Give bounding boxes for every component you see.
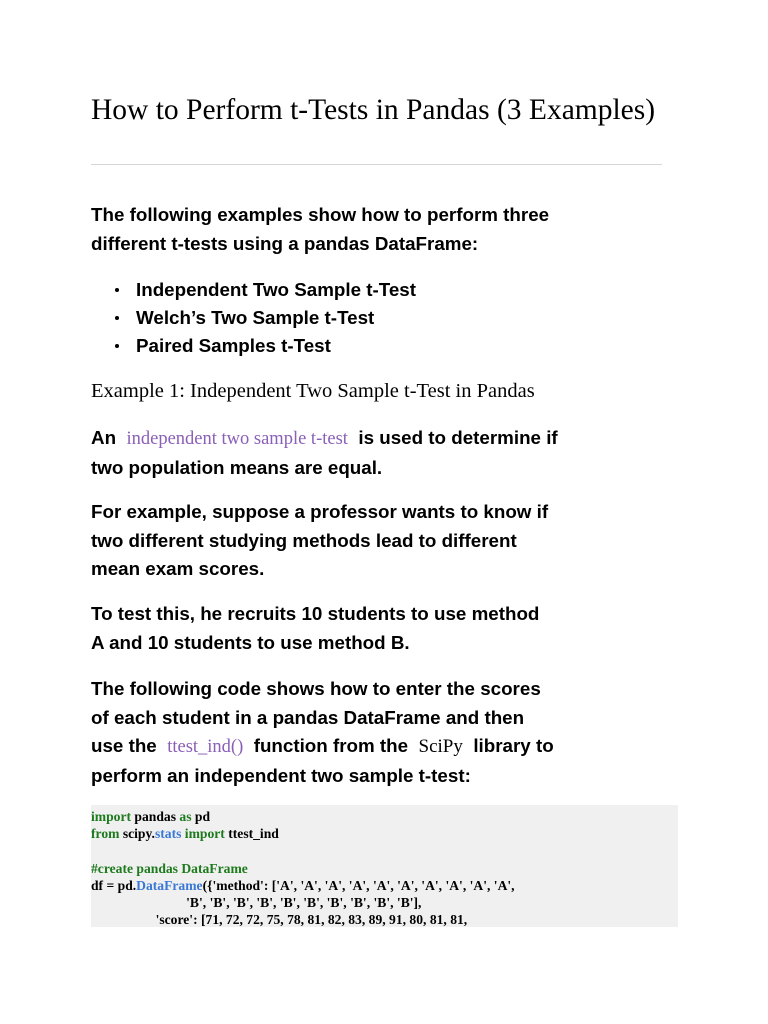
intro-line-1: The following examples show how to perform three: [91, 204, 550, 225]
code-blank-line: [91, 842, 678, 859]
para1-prefix: An: [91, 427, 117, 448]
list-item: [91, 276, 416, 304]
t-test-types-list: [91, 276, 416, 360]
code-class: DataFrame: [136, 877, 203, 893]
list-item: [91, 332, 416, 360]
title-divider: [91, 164, 662, 165]
list-item-label: Welch’s Two Sample t-Test: [136, 307, 375, 328]
list-item-label: Paired Samples t-Test: [136, 335, 331, 356]
code-keyword: import: [184, 826, 225, 842]
code-text: 'B', 'B', 'B', 'B', 'B', 'B', 'B', 'B', 'B', 'B'],: [91, 894, 422, 910]
code-text: df = pd.: [91, 877, 137, 893]
ttest-ind-link[interactable]: ttest_ind(): [167, 737, 244, 757]
code-text: 'score': [71, 72, 72, 75, 78, 81, 82, 83, 89, 91, 80, 81, 81,: [91, 912, 468, 927]
article-title: How to Perform t-Tests in Pandas (3 Examples): [91, 94, 656, 126]
code-comment: #create pandas DataFrame: [91, 860, 248, 876]
para4-line-2: of each student in a pandas DataFrame and then: [91, 706, 525, 728]
paragraph-test-setup: [91, 600, 539, 657]
code-line: [91, 808, 678, 825]
intro-line-2: different t-tests using a pandas DataFrame:: [91, 232, 479, 254]
code-text: pandas: [131, 809, 180, 824]
para3-line-2: A and 10 students to use method B.: [91, 631, 410, 653]
code-text: scipy.: [119, 826, 155, 842]
para4-library-to: library to: [473, 735, 554, 756]
paragraph-code-intro: [91, 675, 554, 790]
code-text: ttest_ind: [224, 826, 279, 842]
para4-function-from-the: function from the: [253, 735, 409, 756]
para1-suffix: is used to determine if: [358, 427, 558, 448]
intro-paragraph: [91, 201, 549, 258]
code-module: stats: [154, 826, 182, 842]
code-text: ({'method': ['A', 'A', 'A', 'A', 'A', 'A', 'A', 'A', 'A', 'A',: [202, 877, 515, 893]
code-line: [91, 894, 678, 911]
paragraph-example: [91, 498, 548, 584]
para3-line-1: To test this, he recruits 10 students to use method: [91, 603, 540, 624]
list-item: [91, 304, 416, 332]
para4-line-4: perform an independent two sample t-test:: [91, 764, 471, 786]
code-line: [91, 911, 678, 927]
code-keyword: from: [91, 826, 120, 842]
bullet-icon: [115, 344, 119, 348]
code-keyword: as: [179, 809, 192, 824]
code-line: [91, 825, 678, 842]
list-item-label: Independent Two Sample t-Test: [136, 279, 416, 300]
para4-line-1: The following code shows how to enter the scores: [91, 678, 541, 699]
para4-use-the: use the: [91, 735, 157, 756]
code-line: [91, 860, 678, 877]
bullet-icon: [115, 288, 119, 292]
scipy-name: SciPy: [418, 736, 463, 757]
para2-line-3: mean exam scores.: [91, 558, 265, 579]
para1-line-2: two population means are equal.: [91, 456, 383, 478]
code-keyword: import: [91, 809, 132, 824]
code-block[interactable]: [91, 805, 678, 927]
code-line: [91, 877, 678, 894]
code-text: pd: [191, 809, 211, 824]
example-1-heading: Example 1: Independent Two Sample t-Test in Pandas: [91, 380, 535, 402]
independent-t-test-link[interactable]: independent two sample t-test: [126, 429, 348, 449]
para2-line-1: For example, suppose a professor wants to know if: [91, 501, 549, 522]
para2-line-2: two different studying methods lead to different: [91, 529, 517, 551]
paragraph-definition: [91, 424, 558, 482]
bullet-icon: [115, 316, 119, 320]
